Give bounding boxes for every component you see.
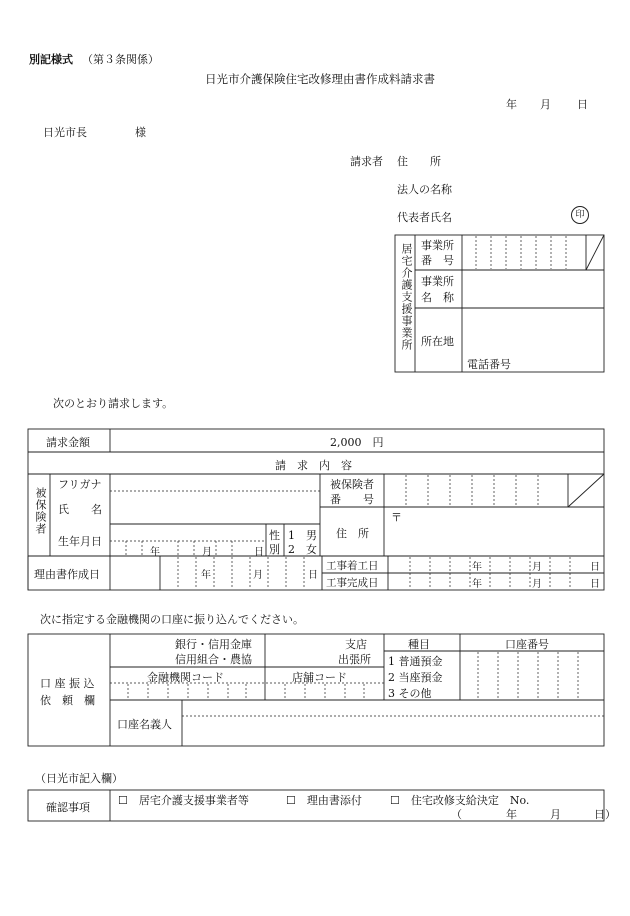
construction-start-label: 工事着工日 [326,560,379,572]
bank-intro: 次に指定する金融機関の口座に振り込んでください。 [40,613,304,626]
bank-type-line1: 銀行・信用金庫 [175,638,252,651]
honorific: 様 [135,126,146,139]
start-day-unit: 日 [590,562,600,573]
finish-year-unit: 年 [472,579,482,590]
finish-month-unit: 月 [532,579,542,590]
check-payment-decision[interactable]: ☐ 住宅改修支給決定 No. [390,794,530,807]
reason-day-unit: 日 [308,570,318,581]
account-holder-label: 口座名義人 [117,718,172,731]
birthdate-label: 生年月日 [58,535,102,548]
transfer-label-line2: 依 頼 欄 [40,694,95,707]
office-name-label-line2: 名 称 [421,291,454,304]
postal-mark: 〒 [391,511,402,524]
branch-code-label: 店舗コード [292,671,347,684]
transfer-label-line1: 口 座 振 込 [40,677,95,690]
start-month-unit: 月 [532,562,542,573]
insured-address-label: 住 所 [336,527,369,540]
office-number-label-line2: 番 号 [421,254,454,267]
reason-year-unit: 年 [201,570,211,581]
birth-year-unit: 年 [150,547,160,558]
birth-month-unit: 月 [202,547,212,558]
insured-name-label: 氏 名 [58,503,102,516]
form-reference: （第３条関係） [82,53,159,66]
city-section-label: （日光市記入欄） [35,772,123,785]
office-location-label: 所在地 [421,335,454,348]
content-header: 請 求 内 容 [275,459,352,472]
date-day: 日 [577,98,588,111]
claim-intro: 次のとおり請求します。 [53,397,174,410]
construction-finish-label: 工事完成日 [326,577,379,589]
account-kind-label: 種目 [408,638,430,651]
corp-name-label: 法人の名称 [397,183,452,196]
reason-date-label: 理由書作成日 [34,568,100,581]
branch-type-line1: 支店 [345,638,367,651]
gender-label-line1: 性 [269,529,280,542]
branch-type-line2: 出張所 [338,653,371,666]
insured-vertical-label: 被保険者 [34,487,47,535]
kind-option-current: 2 当座預金 [388,671,443,684]
requester-address-label: 住 所 [397,155,441,168]
bank-code-label: 金融機関コード [147,671,224,684]
insured-number-label-line1: 被保険者 [330,478,374,491]
date-month: 月 [540,98,551,111]
rep-name-label: 代表者氏名 [397,211,452,224]
birth-day-unit: 日 [254,547,264,558]
check-care-office[interactable]: ☐ 居宅介護支援事業者等 [118,794,249,807]
bank-type-line2: 信用組合・農協 [175,653,252,666]
insured-number-label-line2: 番 号 [330,493,374,506]
form-label: 別記様式 [29,53,73,66]
decision-date: （ 年 月 日） [451,808,616,821]
confirm-label: 確認事項 [46,801,90,814]
office-phone-label: 電話番号 [467,358,511,371]
start-year-unit: 年 [472,562,482,573]
gender-option-male: 1 男 [288,529,317,542]
office-vertical-label: 居宅介護支援事業所 [400,243,413,351]
addressee: 日光市長 [43,126,87,139]
office-number-label-line1: 事業所 [421,239,454,252]
kind-option-other: 3 その他 [388,687,432,700]
kind-option-ordinary: 1 普通預金 [388,655,443,668]
furigana-label: フリガナ [58,478,102,491]
document-title: 日光市介護保険住宅改修理由書作成料請求書 [205,72,435,86]
office-name-label-line1: 事業所 [421,275,454,288]
reason-month-unit: 月 [253,570,263,581]
account-number-label: 口座番号 [505,638,549,651]
date-year: 年 [506,98,517,111]
amount-label: 請求金額 [46,436,90,449]
seal-mark: 印 [571,206,589,224]
requester-label: 請求者 [350,155,383,168]
amount-value: 2,000 円 [330,436,384,449]
finish-day-unit: 日 [590,579,600,590]
gender-option-female: 2 女 [288,543,317,556]
gender-label-line2: 別 [269,543,280,556]
check-reason-attached[interactable]: ☐ 理由書添付 [286,794,362,807]
